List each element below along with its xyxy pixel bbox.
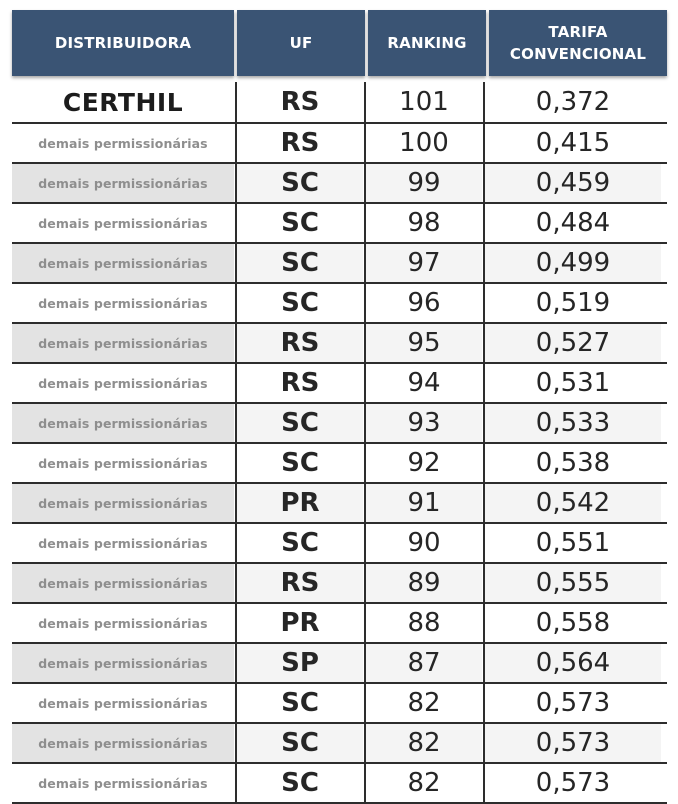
distribuidora-value: demais permissionárias (38, 575, 208, 591)
uf-cell (235, 524, 363, 562)
uf-cell (235, 724, 363, 762)
ranking-cell (364, 764, 482, 802)
uf-value: RS (280, 368, 320, 398)
tarifa-cell (483, 284, 661, 322)
tarifa-value: 0,519 (535, 288, 611, 318)
ranking-value: 89 (407, 568, 441, 598)
tarifa-value: 0,531 (535, 368, 611, 398)
tarifa-cell (483, 324, 661, 362)
ranking-cell (364, 564, 482, 602)
tarifa-value: 0,459 (535, 168, 611, 198)
tarifa-cell (483, 164, 661, 202)
uf-cell (235, 684, 363, 722)
ranking-value: 94 (407, 368, 441, 398)
uf-cell (235, 164, 363, 202)
table-row (12, 564, 667, 604)
distribuidora-value: demais permissionárias (38, 535, 208, 551)
tarifa-value: 0,573 (535, 728, 611, 758)
distribuidora-value: demais permissionárias (38, 215, 208, 231)
table-row (12, 164, 667, 204)
tarifa-value: 0,499 (535, 248, 611, 278)
ranking-cell (364, 524, 482, 562)
distribuidora-cell (12, 82, 234, 122)
table-header (12, 10, 667, 76)
uf-cell (235, 82, 363, 122)
tarifa-cell (483, 604, 661, 642)
ranking-cell (364, 124, 482, 162)
tarifa-value: 0,555 (535, 568, 611, 598)
tarifa-cell (483, 484, 661, 522)
distribuidora-cell (12, 524, 234, 562)
distribuidora-value: demais permissionárias (38, 655, 208, 671)
distribuidora-cell (12, 564, 234, 602)
ranking-value: 101 (399, 87, 449, 117)
uf-value: SC (281, 528, 319, 558)
uf-value: SC (281, 168, 319, 198)
tarifa-value: 0,527 (535, 328, 611, 358)
uf-cell (235, 364, 363, 402)
ranking-cell (364, 444, 482, 482)
uf-value: PR (280, 488, 320, 518)
table-row (12, 604, 667, 644)
distribuidora-cell (12, 364, 234, 402)
distribuidora-value: demais permissionárias (38, 135, 208, 151)
ranking-cell (364, 364, 482, 402)
uf-cell (235, 204, 363, 242)
distribuidora-cell (12, 324, 234, 362)
uf-value: SC (281, 208, 319, 238)
table-row (12, 284, 667, 324)
uf-cell (235, 444, 363, 482)
distribuidora-value: demais permissionárias (38, 175, 208, 191)
ranking-table (12, 10, 667, 804)
tarifa-cell (483, 204, 661, 242)
table-row (12, 684, 667, 724)
tarifa-cell (483, 404, 661, 442)
ranking-cell (364, 724, 482, 762)
header-tarifa-convencional: TARIFA CONVENCIONAL (489, 10, 667, 76)
tarifa-value: 0,484 (535, 208, 611, 238)
distribuidora-value: demais permissionárias (38, 615, 208, 631)
ranking-value: 95 (407, 328, 441, 358)
uf-cell (235, 604, 363, 642)
tarifa-value: 0,564 (535, 648, 611, 678)
distribuidora-value: demais permissionárias (38, 295, 208, 311)
uf-value: SC (281, 448, 319, 478)
uf-value: RS (280, 87, 320, 117)
distribuidora-value: demais permissionárias (38, 375, 208, 391)
tarifa-value: 0,372 (535, 87, 611, 117)
tarifa-value: 0,573 (535, 688, 611, 718)
table-row (12, 444, 667, 484)
tarifa-cell (483, 244, 661, 282)
distribuidora-cell (12, 244, 234, 282)
uf-value: RS (280, 128, 320, 158)
uf-value: SC (281, 688, 319, 718)
distribuidora-cell (12, 724, 234, 762)
tarifa-cell (483, 724, 661, 762)
ranking-value: 93 (407, 408, 441, 438)
distribuidora-cell (12, 764, 234, 802)
tarifa-cell (483, 684, 661, 722)
uf-value: RS (280, 328, 320, 358)
ranking-value: 96 (407, 288, 441, 318)
uf-value: RS (280, 568, 320, 598)
distribuidora-cell (12, 204, 234, 242)
ranking-cell (364, 82, 482, 122)
ranking-value: 87 (407, 648, 441, 678)
table-row (12, 524, 667, 564)
tarifa-cell (483, 444, 661, 482)
tarifa-cell (483, 524, 661, 562)
uf-cell (235, 244, 363, 282)
tarifa-cell (483, 764, 661, 802)
header-uf: UF (237, 10, 365, 76)
uf-cell (235, 324, 363, 362)
uf-value: SC (281, 408, 319, 438)
ranking-value: 98 (407, 208, 441, 238)
uf-value: SP (281, 648, 319, 678)
table-row (12, 764, 667, 804)
ranking-cell (364, 644, 482, 682)
ranking-value: 91 (407, 488, 441, 518)
distribuidora-value: demais permissionárias (38, 335, 208, 351)
uf-cell (235, 564, 363, 602)
tarifa-cell (483, 364, 661, 402)
tarifa-value: 0,558 (535, 608, 611, 638)
uf-value: SC (281, 728, 319, 758)
distribuidora-value: demais permissionárias (38, 495, 208, 511)
table-row (12, 404, 667, 444)
ranking-cell (364, 684, 482, 722)
uf-value: SC (281, 248, 319, 278)
table-row (12, 484, 667, 524)
table-row (12, 364, 667, 404)
ranking-cell (364, 284, 482, 322)
table-row (12, 324, 667, 364)
tarifa-cell (483, 564, 661, 602)
tarifa-value: 0,533 (535, 408, 611, 438)
tarifa-value: 0,542 (535, 488, 611, 518)
table-row (12, 644, 667, 684)
tarifa-value: 0,538 (535, 448, 611, 478)
ranking-cell (364, 484, 482, 522)
distribuidora-cell (12, 684, 234, 722)
distribuidora-value: demais permissionárias (38, 455, 208, 471)
tarifa-cell (483, 124, 661, 162)
distribuidora-cell (12, 404, 234, 442)
header-ranking: RANKING (368, 10, 486, 76)
distribuidora-cell (12, 604, 234, 642)
ranking-cell (364, 404, 482, 442)
table-body (12, 82, 667, 804)
table-row (12, 82, 667, 124)
distribuidora-cell (12, 444, 234, 482)
distribuidora-value: demais permissionárias (38, 775, 208, 791)
tarifa-cell (483, 644, 661, 682)
ranking-value: 82 (407, 768, 441, 798)
ranking-cell (364, 604, 482, 642)
tarifa-value: 0,551 (535, 528, 611, 558)
uf-value: SC (281, 288, 319, 318)
uf-cell (235, 284, 363, 322)
distribuidora-cell (12, 484, 234, 522)
table-row (12, 244, 667, 284)
table-row (12, 204, 667, 244)
ranking-cell (364, 204, 482, 242)
ranking-value: 97 (407, 248, 441, 278)
ranking-value: 82 (407, 688, 441, 718)
ranking-value: 100 (399, 128, 449, 158)
distribuidora-value: demais permissionárias (38, 255, 208, 271)
distribuidora-cell (12, 124, 234, 162)
uf-cell (235, 124, 363, 162)
uf-cell (235, 404, 363, 442)
uf-value: SC (281, 768, 319, 798)
distribuidora-value: CERTHIL (62, 87, 184, 117)
distribuidora-cell (12, 644, 234, 682)
ranking-value: 92 (407, 448, 441, 478)
distribuidora-cell (12, 284, 234, 322)
ranking-value: 99 (407, 168, 441, 198)
uf-value: PR (280, 608, 320, 638)
ranking-value: 82 (407, 728, 441, 758)
header-distribuidora: DISTRIBUIDORA (12, 10, 234, 76)
ranking-cell (364, 324, 482, 362)
tarifa-value: 0,415 (535, 128, 611, 158)
distribuidora-value: demais permissionárias (38, 695, 208, 711)
ranking-value: 88 (407, 608, 441, 638)
ranking-cell (364, 164, 482, 202)
tarifa-value: 0,573 (535, 768, 611, 798)
tarifa-cell (483, 82, 661, 122)
table-row (12, 724, 667, 764)
uf-cell (235, 644, 363, 682)
ranking-cell (364, 244, 482, 282)
distribuidora-value: demais permissionárias (38, 735, 208, 751)
table-row (12, 124, 667, 164)
distribuidora-cell (12, 164, 234, 202)
uf-cell (235, 484, 363, 522)
ranking-value: 90 (407, 528, 441, 558)
uf-cell (235, 764, 363, 802)
distribuidora-value: demais permissionárias (38, 415, 208, 431)
